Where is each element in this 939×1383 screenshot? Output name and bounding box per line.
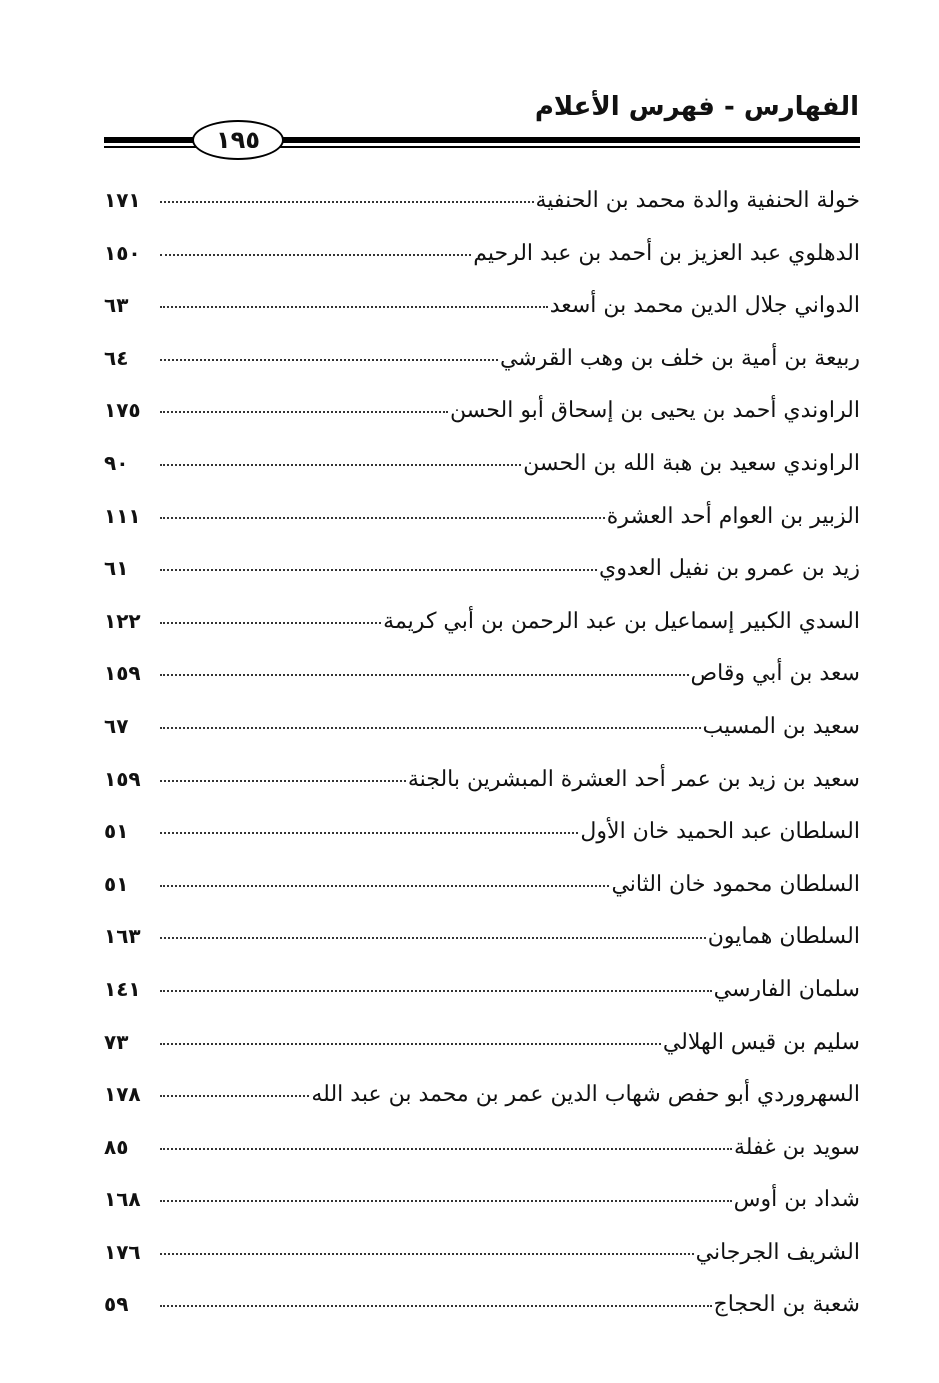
dot-leader (160, 359, 498, 361)
index-entry (104, 1240, 860, 1293)
index-entry (104, 1292, 860, 1345)
entry-page-number: ١٦٣ (104, 924, 141, 949)
entry-name: السدي الكبير إسماعيل بن عبد الرحمن بن أبي كريمة (383, 608, 860, 634)
entry-page-number: ١١١ (104, 503, 141, 528)
index-entries-list (104, 188, 860, 1345)
dot-leader (160, 885, 609, 887)
index-entry (104, 1187, 860, 1240)
entry-name: خولة الحنفية والدة محمد بن الحنفية (535, 188, 860, 213)
entry-name: شداد بن أوس (733, 1187, 860, 1213)
entry-page-number: ١٦٨ (104, 1187, 141, 1212)
entry-page-number: ٥١ (104, 819, 129, 844)
entry-name: زيد بن عمرو بن نفيل العدوي (599, 556, 860, 582)
index-entry (104, 398, 860, 451)
dot-leader (160, 780, 406, 782)
index-entry (104, 188, 860, 241)
entry-name: الدهلوي عبد العزيز بن أحمد بن عبد الرحيم (473, 240, 860, 266)
entry-page-number: ٨٥ (104, 1134, 129, 1159)
index-entry (104, 661, 860, 714)
index-entry (104, 872, 860, 925)
entry-page-number: ١٧١ (104, 188, 141, 212)
index-entry (104, 609, 860, 662)
entry-page-number: ١٤١ (104, 976, 141, 1001)
dot-leader (160, 569, 597, 571)
index-entry (104, 977, 860, 1030)
dot-leader (160, 254, 471, 256)
index-entry (104, 819, 860, 872)
entry-page-number: ٦٧ (104, 713, 129, 738)
dot-leader (160, 937, 706, 939)
entry-page-number: ٦٣ (104, 293, 129, 318)
page-number: ١٩٥ (192, 120, 284, 160)
entry-name: الدواني جلال الدين محمد بن أسعد (549, 293, 860, 319)
dot-leader (160, 1305, 712, 1307)
entry-page-number: ١٥٠ (104, 240, 141, 265)
index-entry (104, 556, 860, 609)
entry-name: الزبير بن العوام أحد العشرة (606, 503, 860, 529)
entry-page-number: ١٧٥ (104, 398, 141, 423)
dot-leader (160, 832, 578, 834)
entry-name: ربيعة بن أمية بن خلف بن وهب القرشي (499, 345, 860, 371)
entry-page-number: ١٥٩ (104, 766, 141, 791)
entry-page-number: ٧٣ (104, 1029, 129, 1054)
index-entry (104, 451, 860, 504)
entry-name: الراوندي سعيد بن هبة الله بن الحسن (523, 450, 860, 476)
index-entry (104, 1135, 860, 1188)
index-entry (104, 714, 860, 767)
dot-leader (160, 517, 605, 519)
entry-page-number: ٦١ (104, 556, 129, 581)
entry-name: سعد بن أبي وقاص (690, 661, 860, 687)
entry-name: سعيد بن المسيب (702, 713, 860, 739)
entry-name: الشريف الجرجاني (695, 1239, 860, 1265)
index-entry (104, 293, 860, 346)
entry-page-number: ١٧٦ (104, 1239, 141, 1264)
entry-page-number: ١٥٩ (104, 661, 141, 686)
dot-leader (160, 201, 534, 203)
entry-name: السلطان عبد الحميد خان الأول (580, 819, 860, 845)
dot-leader (160, 1095, 309, 1097)
entry-page-number: ١٢٢ (104, 608, 141, 633)
entry-name: السلطان همايون (707, 924, 860, 950)
index-entry (104, 504, 860, 557)
entry-page-number: ٦٤ (104, 345, 129, 370)
entry-name: الراوندي أحمد بن يحيى بن إسحاق أبو الحسن (449, 398, 860, 424)
entry-page-number: ٩٠ (104, 450, 129, 475)
index-entry (104, 1082, 860, 1135)
running-header-title: الفهارس - فهرس الأعلام (534, 92, 859, 122)
entry-name: سليم بن قيس الهلالي (662, 1029, 860, 1055)
dot-leader (160, 1148, 732, 1150)
index-entry (104, 924, 860, 977)
entry-page-number: ٥١ (104, 871, 129, 896)
dot-leader (160, 1200, 732, 1202)
dot-leader (160, 727, 701, 729)
index-entry (104, 1030, 860, 1083)
entry-name: السهروردي أبو حفص شهاب الدين عمر بن محمد بن عبد الله (311, 1082, 860, 1108)
entry-page-number: ١٧٨ (104, 1082, 141, 1107)
entry-name: سويد بن غفلة (733, 1134, 860, 1160)
dot-leader (160, 411, 448, 413)
index-entry (104, 767, 860, 820)
dot-leader (160, 1253, 694, 1255)
index-entry (104, 241, 860, 294)
entry-name: شعبة بن الحجاج (713, 1292, 860, 1318)
dot-leader (160, 306, 548, 308)
dot-leader (160, 1043, 661, 1045)
index-entry (104, 346, 860, 399)
dot-leader (160, 622, 381, 624)
entry-name: سعيد بن زيد بن عمر أحد العشرة المبشرين بالجنة (407, 766, 860, 792)
entry-name: سلمان الفارسي (713, 976, 860, 1002)
dot-leader (160, 464, 521, 466)
dot-leader (160, 990, 712, 992)
entry-page-number: ٥٩ (104, 1292, 129, 1317)
dot-leader (160, 674, 689, 676)
entry-name: السلطان محمود خان الثاني (611, 871, 860, 897)
